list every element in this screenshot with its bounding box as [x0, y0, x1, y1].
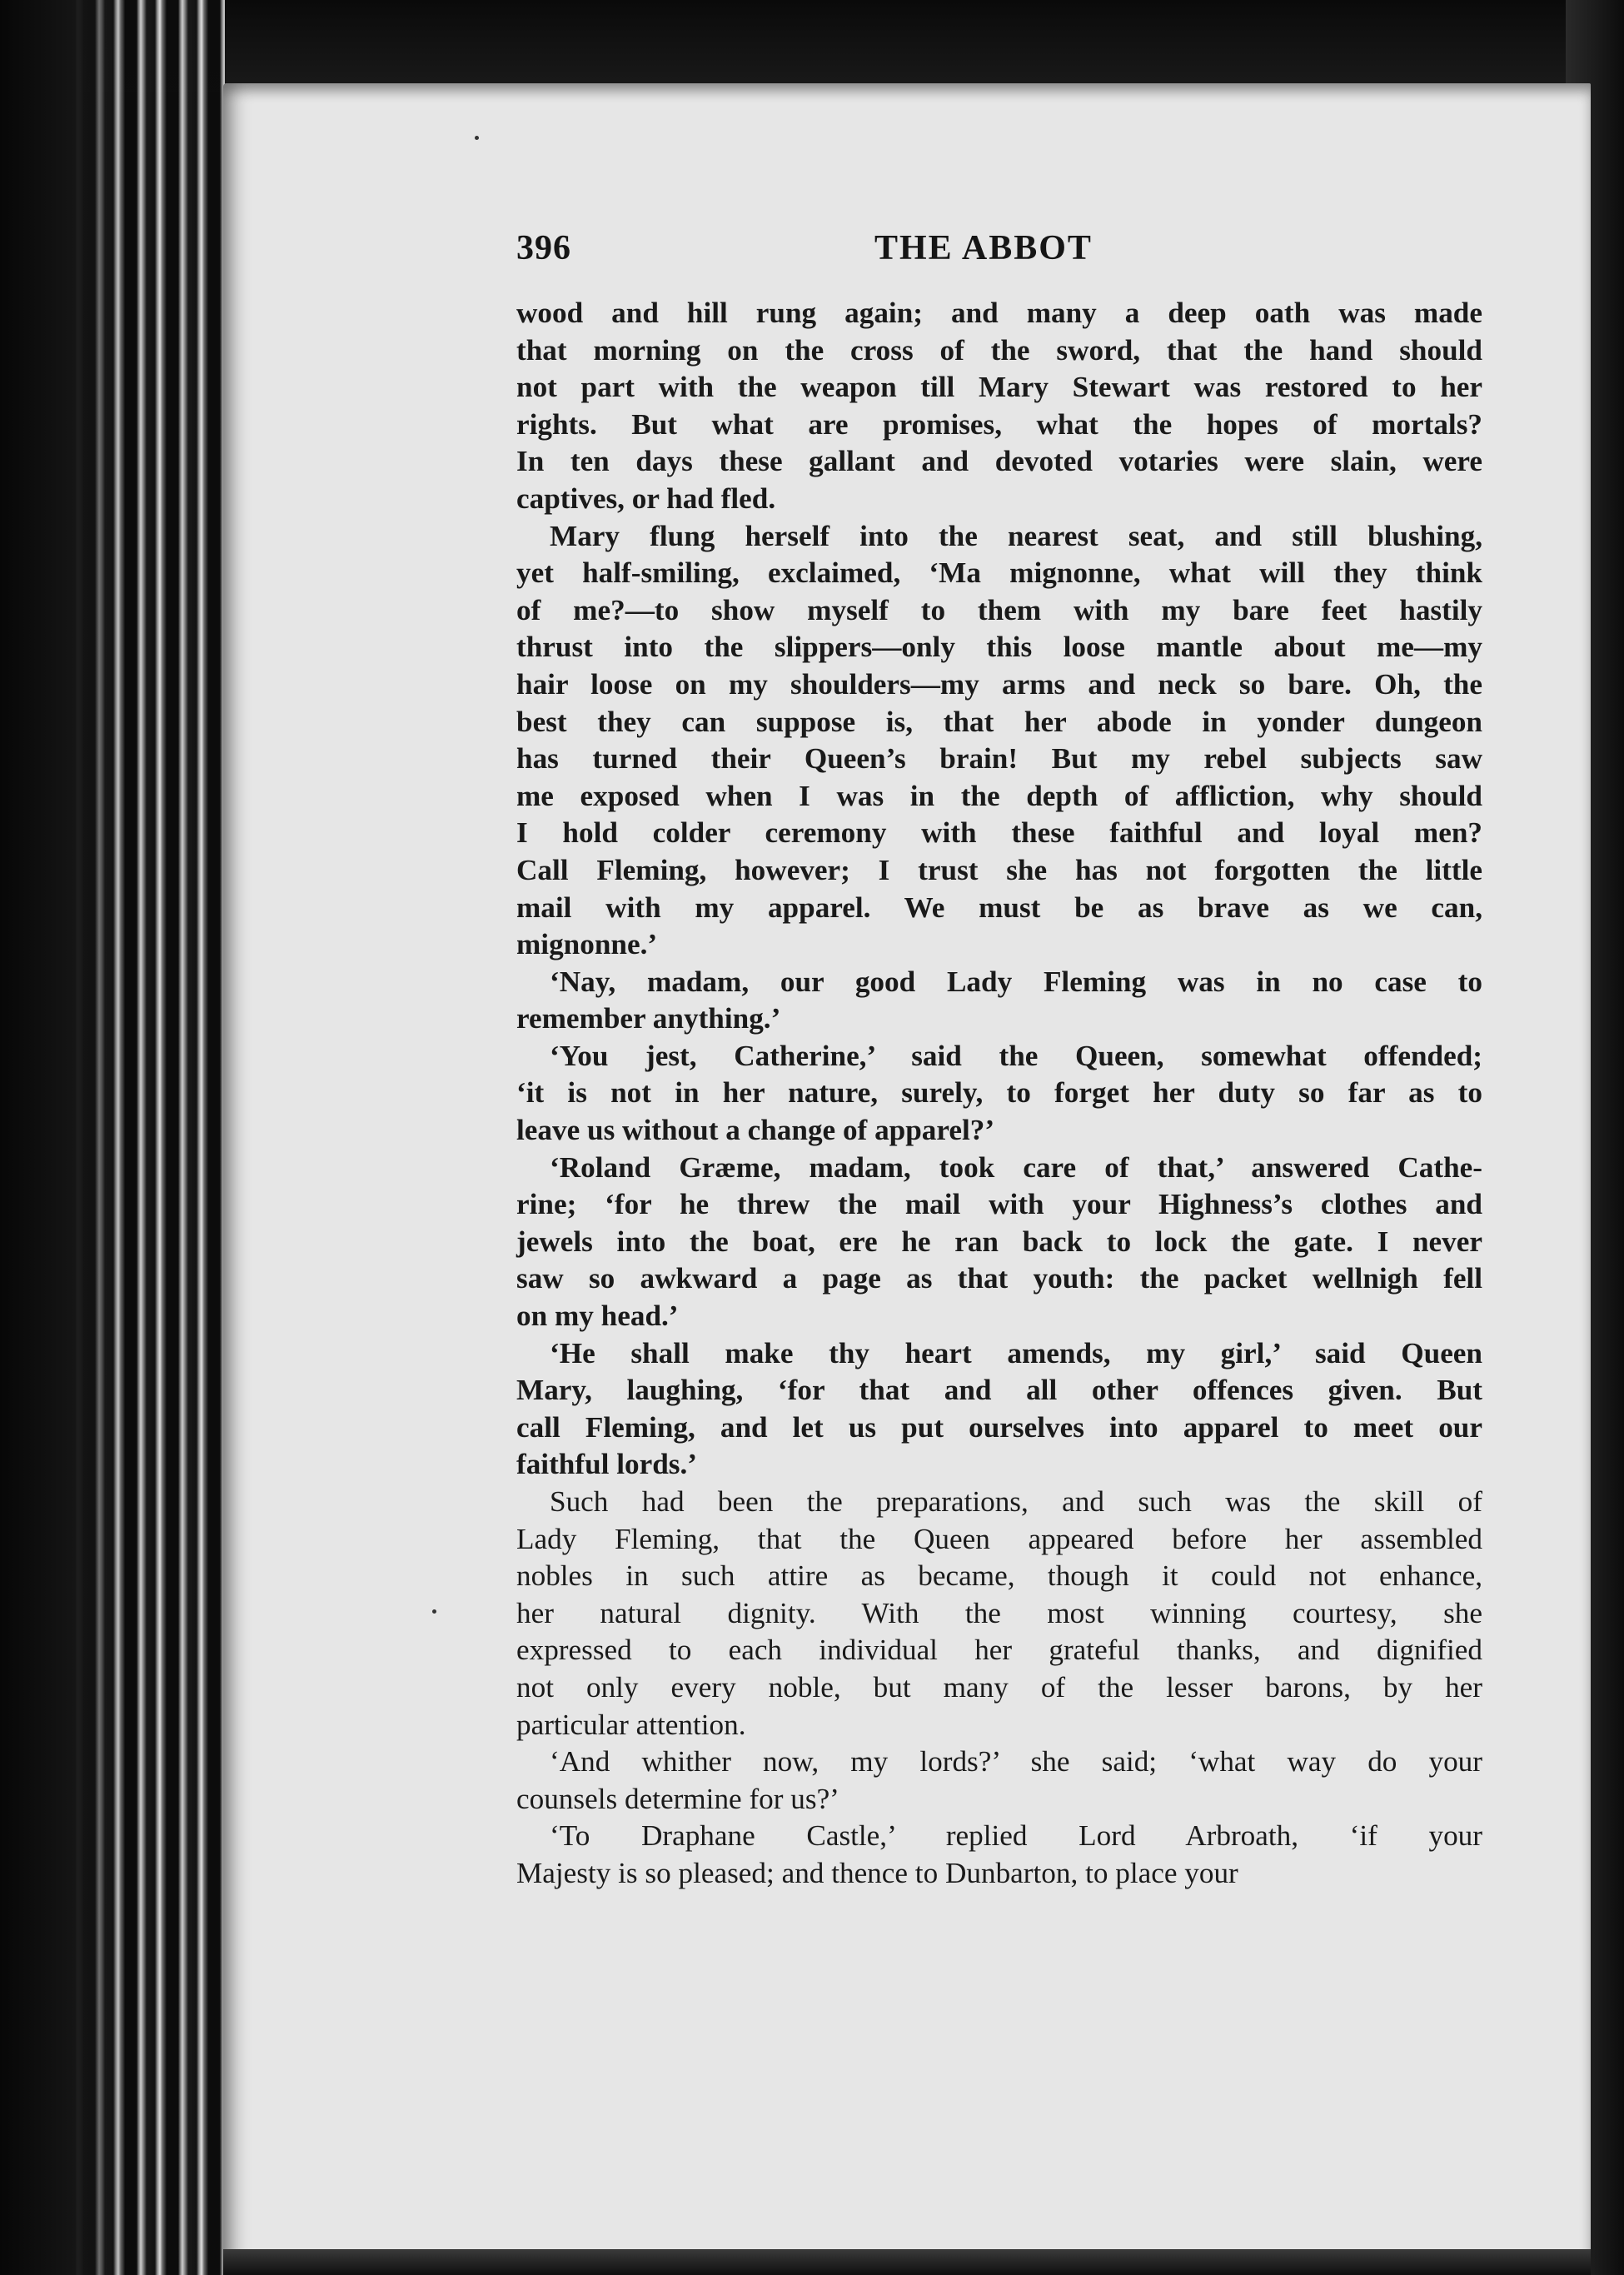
text-line: rine; ‘for he threw the mail with your Highness’s clothes and — [516, 1188, 1482, 1221]
paragraph — [516, 1038, 1482, 1150]
paragraph — [516, 518, 1482, 964]
text-line: Majesty is so pleased; and thence to Dunbarton, to place your — [516, 1856, 1238, 1889]
text-line: expressed to each individual her grateful thanks, and dignified — [516, 1634, 1482, 1667]
text-line: not part with the weapon till Mary Stewart was restored to her — [516, 371, 1482, 404]
book-spine-shadow — [0, 0, 125, 2275]
text-line: leave us without a change of apparel?’ — [516, 1114, 995, 1147]
text-line: call Fleming, and let us put ourselves into apparel to meet our — [516, 1410, 1482, 1444]
text-line: of me?—to show myself to them with my bare feet hastily — [516, 593, 1482, 626]
paragraph — [516, 1150, 1482, 1335]
text-line: her natural dignity. With the most winning courtesy, she — [516, 1596, 1482, 1629]
text-line: In ten days these gallant and devoted votaries were slain, were — [516, 445, 1482, 478]
text-line: has turned their Queen’s brain! But my rebel subjects saw — [516, 742, 1482, 776]
paragraph — [516, 295, 1482, 518]
text-line: faithful lords.’ — [516, 1448, 698, 1481]
text-line: ‘You jest, Catherine,’ said the Queen, somewhat offended; — [550, 1039, 1482, 1072]
paragraph — [516, 964, 1482, 1038]
text-line: Such had been the preparations, and such was the skill of — [550, 1485, 1482, 1518]
text-line: counsels determine for us?’ — [516, 1782, 839, 1815]
text-line: jewels into the boat, ere he ran back to lock the gate. I never — [516, 1225, 1482, 1258]
text-line: mail with my apparel. We must be as brave as we can, — [516, 891, 1482, 924]
text-line: Mary flung herself into the nearest seat, and still blushing, — [550, 519, 1482, 552]
scan-background-bottom — [223, 2249, 1591, 2275]
text-line: nobles in such attire as became, though it could not enhance, — [516, 1559, 1482, 1593]
text-line: I hold colder ceremony with these faithful and loyal men? — [516, 816, 1482, 850]
text-line: me exposed when I was in the depth of affliction, why should — [516, 779, 1482, 812]
text-line: mignonne.’ — [516, 928, 658, 961]
text-line: ‘Nay, madam, our good Lady Fleming was in no case to — [550, 965, 1482, 998]
text-line: Mary, laughing, ‘for that and all other offences given. But — [516, 1374, 1482, 1407]
scan-speck — [432, 1609, 436, 1614]
text-line: Lady Fleming, that the Queen appeared before her assembled — [516, 1522, 1482, 1555]
paragraph — [516, 1744, 1482, 1818]
text-line: ‘To Draphane Castle,’ replied Lord Arbroath, ‘if your — [550, 1819, 1482, 1853]
text-line: rights. But what are promises, what the hopes of mortals? — [516, 407, 1482, 441]
text-line: wood and hill rung again; and many a deep oath was made — [516, 297, 1482, 329]
paragraph — [516, 1818, 1482, 1892]
text-line: on my head.’ — [516, 1300, 679, 1333]
text-line: particular attention. — [516, 1708, 746, 1741]
text-line: ‘He shall make thy heart amends, my girl,’ said Queen — [550, 1336, 1482, 1369]
text-line: Call Fleming, however; I trust she has not forgotten the little — [516, 853, 1482, 886]
text-line: saw so awkward a page as that youth: the packet wellnigh fell — [516, 1262, 1482, 1295]
paragraph — [516, 1335, 1482, 1484]
text-line: ‘Roland Græme, madam, took care of that,’ answered Cathe- — [550, 1150, 1482, 1184]
text-line: that morning on the cross of the sword, that the hand should — [516, 333, 1482, 367]
page-header — [516, 228, 1482, 278]
body-text — [516, 295, 1482, 1893]
page-number: 396 — [516, 229, 571, 267]
text-line: ‘And whither now, my lords?’ she said; ‘what way do your — [550, 1745, 1482, 1779]
scan-speck — [475, 136, 479, 140]
text-line: ‘it is not in her nature, surely, to forget her duty so far as to — [516, 1076, 1482, 1110]
paragraph — [516, 1484, 1482, 1744]
scan-background-top — [0, 0, 1624, 92]
text-line: not only every noble, but many of the lesser barons, by her — [516, 1670, 1482, 1704]
text-line: hair loose on my shoulders—my arms and neck so bare. Oh, the — [516, 667, 1482, 701]
text-line: thrust into the slippers—only this loose mantle about me—my — [516, 631, 1482, 664]
text-line: remember anything.’ — [516, 1002, 781, 1035]
text-line: captives, or had fled. — [516, 481, 776, 515]
running-title: THE ABBOT — [874, 229, 1093, 267]
text-line: best they can suppose is, that her abode in yonder dungeon — [516, 705, 1482, 738]
text-line: yet half-smiling, exclaimed, ‘Ma mignonne, what will they think — [516, 556, 1482, 590]
